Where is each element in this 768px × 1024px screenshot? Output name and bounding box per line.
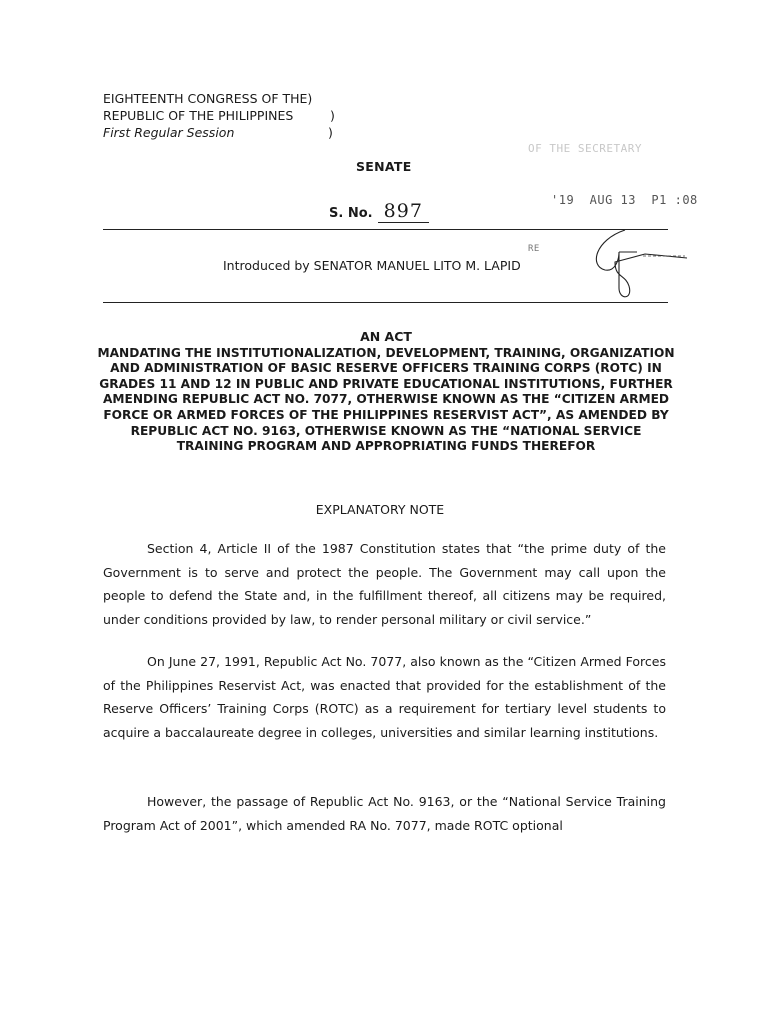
paragraph-1-text: Section 4, Article II of the 1987 Constitution states that “the prime duty of the Government is to serve and protect the people. The Government may call upon the people to defend the State and, in the fulfillment thereof, all citizens may be required, under conditions provided by law, to render personal military or civil service.” bbox=[103, 541, 666, 627]
republic-paren: ) bbox=[330, 108, 335, 123]
paragraph-3-text: However, the passage of Republic Act No. 9163, or the “National Service Training Program Act of 2001”, which amended RA No. 7077, made ROTC optional bbox=[103, 794, 666, 833]
republic-line: REPUBLIC OF THE PHILIPPINES bbox=[103, 108, 294, 123]
received-datetime-stamp: '19 AUG 13 P1 :08 bbox=[551, 193, 698, 207]
paragraph-3 bbox=[103, 790, 666, 837]
act-title bbox=[96, 329, 676, 455]
act-title-body: MANDATING THE INSTITUTIONALIZATION, DEVELOPMENT, TRAINING, ORGANIZATION AND ADMINISTRATION OF BASIC RESERVE OFFICERS TRAINING CORPS (ROTC) IN GRADES 11 AND 12 IN PUBLIC AND PRIVATE EDUCATIONAL INSTITUTIONS, FURTHER AMENDING REPUBLIC ACT NO. 7077, OTHERWISE KNOWN AS THE “CITIZEN ARMED FORCE OR ARMED FORCES OF THE PHILIPPINES RESERVIST ACT”, AS AMENDED BY REPUBLIC ACT NO. 9163, OTHERWISE KNOWN AS THE “NATIONAL SERVICE TRAINING PROGRAM AND APPROPRIATING FUNDS THEREFOR bbox=[97, 345, 675, 454]
session-line: First Regular Session bbox=[103, 125, 235, 140]
paragraph-2-text: On June 27, 1991, Republic Act No. 7077, also known as the “Citizen Armed Forces of the Philippines Reservist Act, was enacted that provided for the establishment of the Reserve Officers’ Training Corps (ROTC) as a requirement for tertiary level students to acquire a baccalaureate degree in colleges, universities and similar learning institutions. bbox=[103, 654, 666, 740]
office-stamp-faint: OF THE SECRETARY bbox=[528, 142, 642, 155]
bill-number-value: 897 bbox=[378, 200, 429, 223]
congress-line: EIGHTEENTH CONGRESS OF THE) bbox=[103, 91, 313, 106]
bill-number bbox=[329, 200, 429, 222]
bill-prefix: S. No. bbox=[329, 206, 373, 221]
received-by-stamp: RE bbox=[528, 244, 540, 254]
introduced-by: Introduced by SENATOR MANUEL LITO M. LAPID bbox=[223, 258, 521, 273]
paragraph-2 bbox=[103, 650, 666, 744]
paragraph-1 bbox=[103, 537, 666, 631]
act-title-heading: AN ACT bbox=[360, 329, 412, 344]
bottom-rule bbox=[103, 302, 668, 303]
session-paren: ) bbox=[328, 125, 333, 140]
explanatory-note-heading: EXPLANATORY NOTE bbox=[315, 502, 445, 517]
chamber-title: SENATE bbox=[356, 159, 412, 174]
congress-header bbox=[103, 90, 363, 142]
top-rule bbox=[103, 229, 668, 230]
receiver-signature bbox=[585, 226, 695, 302]
